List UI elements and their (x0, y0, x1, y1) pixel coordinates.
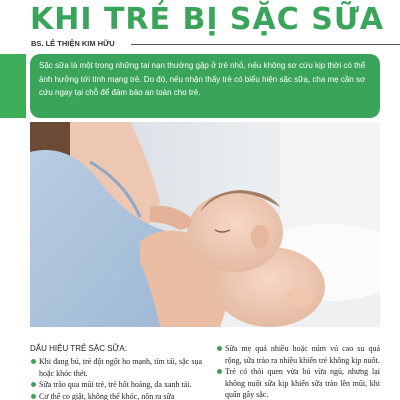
list-item (30, 391, 202, 400)
list-item-text: Sữa trào qua mũi trẻ, trẻ hốt hoảng, da xanh tái. (39, 380, 192, 389)
signs-right-column (216, 343, 380, 400)
bullet-dot-icon (31, 394, 36, 399)
author-name: BS. LÊ THIỆN KIM HỮU (31, 39, 115, 48)
intro-box (30, 54, 380, 118)
author-row (31, 38, 400, 50)
side-accent-tab (0, 54, 26, 118)
bullet-dot-icon (31, 359, 36, 364)
author-divider (131, 44, 400, 45)
list-item-text: Trẻ có thói quen vừa bú vừa ngủ, nhưng lại không nuốt sữa kịp khiến sữa trào lên mũi, khi quấn gây sặc. (225, 367, 380, 399)
signs-heading: DẤU HIỆU TRẺ SẶC SỮA: (30, 344, 127, 353)
list-item (216, 366, 380, 400)
bullet-dot-icon (31, 382, 36, 387)
list-item-text: Khi đang bú, trẻ đột ngột ho mạnh, tím tái, sặc sụa hoặc khóc thét. (39, 357, 202, 378)
signs-left-column (30, 343, 202, 400)
article-title: KHI TRẺ BỊ SẶC SỮA (30, 2, 385, 37)
photo-illustration (30, 122, 380, 327)
list-item-text: Sữa mẹ quá nhiều hoặc núm vú cao su quá rộng, sữa trào ra nhiều khiến trẻ không kịp nuốt. (225, 344, 380, 365)
mother-breastfeeding-photo (30, 122, 380, 327)
bullet-dot-icon (217, 346, 222, 351)
bullet-dot-icon (217, 369, 222, 374)
intro-text: Sặc sữa là một trong những tai nạn thường gặp ở trẻ nhỏ, nếu không sơ cứu kịp thời có thể ảnh hưởng tới tính mạng trẻ. Do đó, nếu nhận thấy trẻ có biểu hiện sặc sữa, cha mẹ cần sơ cứu ngay tại chỗ để đảm bảo an toàn cho trẻ. (39, 61, 366, 97)
list-item-text: Cơ thể co giật, không thể khóc, nôn ra sữa (39, 391, 175, 400)
list-item (216, 343, 380, 366)
list-item (30, 379, 202, 391)
list-item (30, 356, 202, 379)
